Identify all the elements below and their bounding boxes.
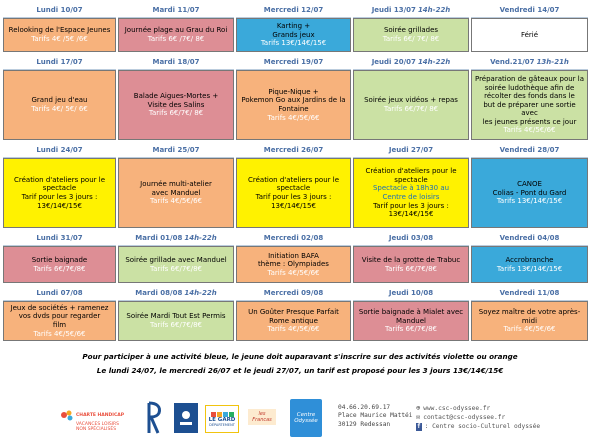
activity-text: Relooking de l'Espace Jeunes [8, 26, 111, 35]
activity-text: Balade Aigues-Mortes + [133, 92, 219, 101]
activity-cell [236, 70, 351, 140]
activity-text: but de préparer une sortie avec [483, 100, 576, 118]
day-header [236, 143, 351, 158]
activity-text: Sortie baignade à Mialet avec [358, 308, 464, 317]
activity-tarif: Tarifs 4€/5€/6€ [267, 113, 320, 122]
day-header [236, 3, 351, 18]
day-header [118, 286, 234, 301]
activity-text: avec Manduel [151, 188, 201, 197]
activity-tarif: Tarifs 6€/7€/ 8€ [148, 109, 204, 118]
footer-note-tarif: Le lundi 24/07, le mercredi 26/07 et le jeudi 27/07, un tarif est proposé pour les 3 jours 13€/14€/15€ [96, 366, 504, 375]
activity-text: Karting + [276, 22, 311, 31]
day-label: Mardi 11/07 [152, 6, 200, 14]
activity-cell [353, 246, 469, 283]
day-header [471, 286, 588, 301]
activity-cell [118, 158, 234, 228]
activity-tarif: Tarifs 13€/14€/15€ [260, 39, 327, 48]
activity-cell [236, 158, 351, 228]
day-header [471, 143, 588, 158]
handicap-icon [60, 408, 74, 422]
activity-tarif: Tarifs 6€/ 7€/ 8€ [382, 35, 440, 43]
contact-online [416, 404, 540, 431]
day-label: Mardi 25/07 [152, 146, 200, 154]
activity-text: 13€/14€/15€ [271, 201, 316, 210]
activity-text: Rome antique [269, 316, 318, 325]
city-address: 30129 Redessan [338, 420, 391, 428]
street-address: Place Maurice Mattéi [338, 412, 413, 420]
centre-odyssee-logo: Centre Odyssée [290, 399, 322, 437]
day-header [3, 286, 116, 301]
activity-cell [3, 301, 116, 341]
activity-text: Colias - Pont du Gard [492, 188, 567, 197]
day-label: Vendredi 04/08 [499, 234, 560, 242]
activity-text: Création d'ateliers pour le [13, 175, 105, 184]
activity-cell [353, 301, 469, 341]
day-header [118, 143, 234, 158]
activity-tarif: Tarifs 4€/5€/6€ [503, 325, 556, 334]
activity-text: Création d'ateliers pour le [365, 167, 457, 176]
activity-cell [3, 18, 116, 52]
facebook-icon: f [417, 423, 421, 430]
day-label: Lundi 07/08 [36, 289, 83, 297]
activity-tarif: Tarifs 6€ /7€/ 8€ [147, 35, 205, 43]
charte-handicap-logo: CHARTE HANDICAP VACANCES LOISIRS NON SPÉCIALISÉS [60, 405, 130, 435]
day-header [236, 231, 351, 246]
globe-icon: ⊕ [416, 404, 421, 412]
activity-text: récolter des fonds dans le [484, 92, 575, 101]
activity-text: 13€/14€/15€ [37, 201, 82, 210]
day-header [353, 143, 469, 158]
day-label: Mardi 01/08 [135, 234, 183, 242]
day-label: Mercredi 19/07 [263, 58, 324, 66]
day-header [3, 3, 116, 18]
activity-text: Fontaine [278, 105, 309, 113]
activity-text: Soirée Mardi Tout Est Permis [126, 312, 226, 321]
activity-text: les jeunes présents ce jour [482, 117, 577, 126]
activity-text: CANOE [517, 180, 542, 189]
activity-text: Un Goûter Presque Parfait [248, 308, 339, 317]
day-header [353, 231, 469, 246]
day-label: Lundi 10/07 [36, 6, 83, 14]
day-header [353, 286, 469, 301]
day-header [118, 55, 234, 70]
time-note: 14h-22h [417, 58, 451, 66]
francas-logo: les Francas [248, 409, 276, 425]
activity-text: Visite de la grotte de Trabuc [361, 255, 461, 264]
activity-cell [3, 158, 116, 228]
activity-tarif: Tarifs 13€/14€/15€ [496, 197, 563, 206]
activity-text: Tarif pour les 3 jours : [373, 201, 449, 210]
day-label: Lundi 17/07 [36, 58, 83, 66]
activity-text: Pique-Nique + [268, 87, 319, 96]
day-label: Vendredi 11/08 [499, 289, 560, 297]
day-label: Jeudi 13/07 [371, 6, 416, 14]
activity-text: Grands jeux [272, 30, 315, 39]
activity-tarif: Tarifs 4€/5€/6€ [503, 126, 556, 135]
activity-cell [118, 246, 234, 283]
day-label: Mardi 08/08 [135, 289, 183, 297]
activity-text: Initiation BAFA [268, 251, 319, 260]
day-header [3, 55, 116, 70]
day-header [471, 3, 588, 18]
activity-cell [236, 18, 351, 52]
activity-text: Tarif pour les 3 jours : [21, 193, 98, 201]
activity-tarif: Tarifs 6€/7€/8€ [149, 264, 202, 273]
activity-text: Visite des Salins [147, 100, 205, 109]
activity-text: spectacle [42, 184, 77, 193]
le-gard-logo: LE GARD DÉPARTEMENT [205, 405, 239, 433]
activity-text: Soirée grillade avec Manduel [125, 255, 227, 264]
time-note: 13h-21h [536, 58, 569, 66]
time-note: 14h-22h [184, 289, 217, 297]
activity-text: Journée multi-atelier [140, 180, 212, 189]
activity-cell [3, 70, 116, 140]
activity-cell [471, 70, 588, 140]
email-link[interactable]: contact@csc-odyssee.fr [423, 413, 506, 421]
activity-text: midi [521, 316, 538, 325]
activity-cell [353, 18, 469, 52]
activity-tarif: Tarifs 4€/5€/6€ [33, 329, 86, 338]
activity-text: Journée plage au Grau du Roi [124, 26, 228, 35]
activity-text: Soirée grillades [383, 26, 439, 35]
activity-tarif: Tarifs 4€/ 5€/ 6€ [31, 105, 88, 113]
facebook-link[interactable]: : Centre socio-Culturel odyssée [424, 422, 541, 430]
activity-text: Soyez maître de votre après- [478, 308, 581, 317]
activity-tarif: Tarifs 13€/14€/15€ [496, 264, 563, 273]
activity-text: Création d'ateliers pour le [247, 175, 339, 184]
website-link[interactable]: www.csc-odyssee.fr [423, 404, 491, 412]
activity-text: vos dvds pour regarder [18, 312, 101, 321]
activity-text: Férié [520, 30, 539, 39]
day-header [471, 231, 588, 246]
day-header [3, 143, 116, 158]
day-label: Jeudi 20/07 [371, 58, 416, 66]
day-header [236, 286, 351, 301]
day-label: Mercredi 12/07 [263, 6, 324, 14]
day-label: Mercredi 02/08 [263, 234, 324, 242]
day-label: Mardi 18/07 [152, 58, 200, 66]
activity-cell [471, 158, 588, 228]
activity-subnote: Spectacle à 18h30 au [372, 184, 450, 193]
activity-text: Jeux de sociétés + ramenez [10, 303, 109, 312]
contact-address [338, 404, 413, 429]
activity-tarif: Tarifs 4€ /5€ /6€ [31, 35, 88, 43]
day-label: Lundi 24/07 [36, 146, 83, 154]
day-header [3, 231, 116, 246]
activity-tarif: Tarifs 4€/5€/6€ [267, 268, 320, 277]
day-label: Vendredi 14/07 [499, 6, 560, 14]
activity-cell [3, 246, 116, 283]
day-label: Mercredi 26/07 [263, 146, 324, 154]
time-note: 14h-22h [417, 6, 451, 14]
activity-text: 13€/14€/15€ [388, 210, 434, 219]
day-label: Lundi 31/07 [36, 234, 83, 242]
activity-text: soirée ludothèque afin de [484, 83, 575, 92]
activity-cell [236, 246, 351, 283]
activity-tarif: Tarifs 4€/5€/6€ [149, 197, 202, 206]
activity-text: Tarif pour les 3 jours : [255, 193, 332, 201]
activity-text: Préparation de gâteaux pour la [474, 75, 585, 84]
activity-text: Manduel [396, 316, 426, 325]
partner-logos [0, 395, 600, 444]
day-label: Mercredi 09/08 [263, 289, 324, 297]
caf-logo [174, 403, 198, 433]
day-header [236, 55, 351, 70]
activity-cell [471, 301, 588, 341]
phone-number: 04.66.20.69.17 [338, 404, 391, 411]
activity-schedule-grid [3, 3, 588, 344]
activity-text: film [52, 321, 67, 329]
activity-text: Grand jeu d'eau [31, 96, 88, 105]
activity-tarif: Tarifs 6€/7€/8€ [384, 264, 437, 273]
activity-tarif: Tarifs 6€/7€/ 8€ [383, 105, 439, 113]
activity-text: Accrobranche [505, 255, 554, 264]
activity-text: Soirée jeux vidéos + repas [364, 96, 458, 105]
day-header [471, 55, 588, 70]
day-label: Vend.21/07 [490, 58, 535, 66]
activity-cell [353, 158, 469, 228]
activity-cell [236, 301, 351, 341]
activity-tarif: Tarifs 6€/7€/8€ [384, 325, 437, 334]
footer-note-blue: Pour participer à une activité bleue, le jeune doit auparavant s'inscrire sur des activités violette ou orange [82, 352, 518, 361]
activity-cell [118, 18, 234, 52]
redessan-crest-logo [141, 399, 167, 439]
email-icon: ✉ [416, 413, 421, 422]
activity-subnote: Centre de loisirs [382, 193, 440, 201]
time-note: 14h-22h [184, 234, 217, 242]
activity-text: Sortie baignade [31, 255, 88, 264]
day-header [118, 231, 234, 246]
activity-text: thème : Olympiades [258, 260, 329, 269]
day-label: Vendredi 28/07 [499, 146, 560, 154]
activity-text: spectacle [394, 175, 428, 184]
day-header [118, 3, 234, 18]
day-label: Jeudi 10/08 [388, 289, 434, 297]
day-label: Jeudi 27/07 [388, 146, 434, 154]
activity-cell [353, 70, 469, 140]
activity-text: spectacle [276, 184, 311, 193]
activity-cell [118, 301, 234, 341]
activity-tarif: Tarifs 6€/7€/8€ [149, 321, 202, 329]
activity-text: Pokemon Go aux Jardins de la [241, 96, 346, 105]
activity-tarif: Tarifs 4€/5€/6€ [267, 325, 320, 334]
activity-cell [471, 18, 588, 52]
day-header [353, 55, 469, 70]
day-header [353, 3, 469, 18]
activity-cell [118, 70, 234, 140]
activity-cell [471, 246, 588, 283]
activity-tarif: Tarifs 6€/7€/8€ [33, 264, 86, 273]
day-label: Jeudi 03/08 [388, 234, 434, 242]
